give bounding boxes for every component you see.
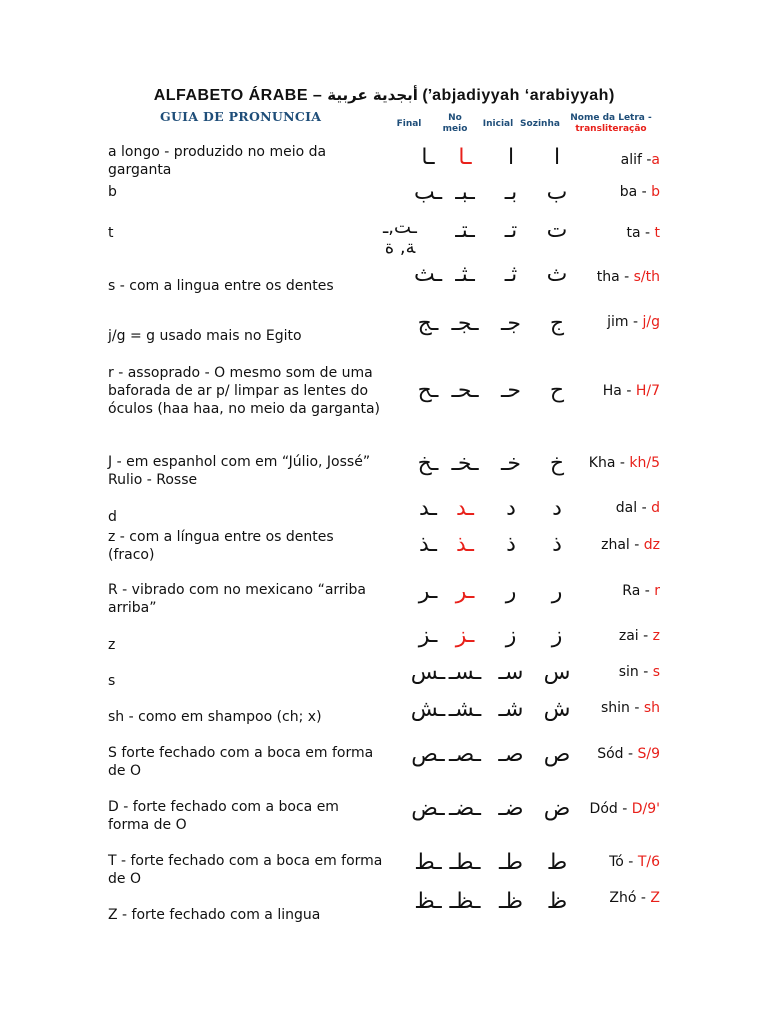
letter-form-isolated: ت — [546, 218, 568, 243]
letter-name — [560, 151, 660, 169]
letter-name-label: Dód - — [589, 801, 632, 817]
letter-name — [560, 454, 660, 472]
column-header-nome — [566, 113, 656, 135]
letter-form-medial: ـتـ — [455, 218, 475, 243]
transliteration: t — [654, 225, 660, 241]
transliteration: j/g — [642, 314, 660, 330]
letter-form-medial: ـذ — [456, 532, 474, 557]
letter-form-isolated: د — [552, 496, 562, 521]
letter-name — [560, 499, 660, 517]
pronunciation-text: sh - como em shampoo (ch; x) — [108, 709, 322, 725]
letter-form-initial: ر — [505, 579, 517, 604]
pronunciation-text: b — [108, 184, 117, 200]
letter-form-final: ـا — [421, 145, 435, 170]
transliteration: dz — [643, 537, 660, 553]
letter-form-isolated: ط — [546, 850, 568, 875]
pronunciation-text: s - com a lingua entre os dentes — [108, 278, 334, 294]
letter-form-isolated: س — [543, 660, 571, 685]
letter-form-isolated: ز — [551, 623, 563, 648]
letter-form-initial: طـ — [499, 850, 523, 875]
letter-name-label: Ra - — [622, 583, 655, 599]
pronunciation-text: S forte fechado com a boca em forma de O — [108, 745, 374, 779]
letter-form-isolated: ا — [553, 145, 561, 170]
pronunciation-text: J - em espanhol com em “Júlio, Jossé” Rulio - Rosse — [108, 454, 371, 488]
letter-form-medial: ـد — [456, 496, 474, 521]
column-header-sozinha: Sozinha — [520, 119, 560, 129]
letter-form-medial: ـثـ — [455, 262, 475, 287]
letter-name-label: zai - — [618, 628, 653, 644]
letter-form-medial: ـشـ — [448, 697, 482, 722]
letter-form-isolated: ر — [551, 579, 563, 604]
letter-form-initial: تـ — [504, 218, 518, 243]
letter-name-label: ta - — [626, 225, 655, 241]
letter-name — [560, 382, 660, 400]
letter-form-initial: ذ — [506, 532, 516, 557]
pronunciation-text: R - vibrado com no mexicano “arriba arriba” — [108, 582, 367, 616]
subtitle: GUIA DE PRONUNCIA — [160, 109, 322, 124]
column-header-inicial: Inicial — [482, 119, 514, 129]
letter-form-final: ـص — [411, 742, 445, 767]
letter-name-label: Kha - — [588, 455, 630, 471]
letter-form-isolated: ش — [543, 697, 571, 722]
letter-form-isolated: ص — [543, 742, 571, 767]
letter-form-medial: ـر — [455, 579, 475, 604]
letter-name — [560, 183, 660, 201]
letter-form-final: ـد — [419, 496, 437, 521]
letter-name — [560, 745, 660, 763]
letter-name — [560, 582, 660, 600]
letter-form-medial: ـضـ — [449, 796, 481, 821]
letter-form-medial: ـطـ — [449, 850, 481, 875]
letter-name-label: Ha - — [602, 383, 636, 399]
letter-name — [560, 268, 660, 286]
letter-form-isolated: خ — [549, 451, 565, 476]
letter-name — [560, 889, 660, 907]
letter-name-label: Sód - — [597, 746, 638, 762]
column-header-transliteration: transliteração — [575, 124, 647, 134]
pronunciation-text: r - assoprado - O mesmo som de uma baforada de ar p/ limpar as lentes do óculos (haa haa, no meio da garganta) — [108, 365, 381, 417]
letter-name-label: shin - — [600, 700, 644, 716]
letter-form-medial: ـصـ — [449, 742, 481, 767]
letter-name-label: tha - — [596, 269, 634, 285]
letter-form-initial: خـ — [500, 451, 522, 476]
letter-form-medial: ـخـ — [451, 451, 479, 476]
letter-form-isolated: ج — [549, 311, 565, 336]
letter-form-final: ـج — [417, 311, 439, 336]
letter-form-final: ـز — [418, 623, 438, 648]
column-header-nome-label: Nome da Letra - — [570, 113, 652, 123]
letter-name-label: sin - — [618, 664, 653, 680]
letter-form-medial: ـجـ — [451, 311, 479, 336]
page-title — [0, 86, 768, 105]
transliteration: a — [651, 152, 660, 168]
transliteration: d — [651, 500, 660, 516]
pronunciation-text: t — [108, 225, 114, 241]
letter-form-initial: ضـ — [498, 796, 524, 821]
letter-form-final: ـح — [417, 378, 439, 403]
letter-form-initial: صـ — [498, 742, 524, 767]
letter-name-label: alif - — [620, 152, 652, 168]
letter-form-final: ـذ — [419, 532, 437, 557]
pronunciation-text: a longo - produzido no meio da garganta — [108, 144, 327, 178]
transliteration: T/6 — [637, 854, 660, 870]
letter-name — [560, 224, 660, 242]
title-suffix: (’abjadiyyah ‘arabiyyah) — [417, 87, 615, 104]
letter-form-initial: جـ — [500, 311, 522, 336]
letter-form-initial: ز — [505, 623, 517, 648]
letter-form-initial: ثـ — [504, 262, 518, 287]
pronunciation-text: d — [108, 509, 117, 525]
letter-form-final: ـخ — [417, 451, 439, 476]
transliteration: D/9' — [631, 801, 660, 817]
transliteration: S/9 — [637, 746, 660, 762]
transliteration: z — [652, 628, 660, 644]
letter-form-isolated: ظ — [546, 889, 568, 914]
letter-name — [560, 663, 660, 681]
letter-form-isolated: ث — [546, 262, 568, 287]
letter-name-label: ba - — [619, 184, 652, 200]
letter-name — [560, 627, 660, 645]
letter-name — [560, 853, 660, 871]
transliteration: b — [651, 184, 660, 200]
letter-form-medial: ـز — [455, 623, 475, 648]
transliteration: Z — [650, 890, 660, 906]
column-header-final: Final — [396, 119, 422, 129]
transliteration: s — [652, 664, 660, 680]
pronunciation-text: j/g = g usado mais no Egito — [108, 328, 302, 344]
pronunciation-text: z — [108, 637, 116, 653]
pronunciation-text: Z - forte fechado com a lingua — [108, 907, 321, 923]
letter-form-medial: ـا — [458, 145, 472, 170]
pronunciation-text: z - com a língua entre os dentes (fraco) — [108, 529, 334, 563]
letter-form-final: ـش — [410, 697, 446, 722]
letter-form-medial: ـحـ — [451, 378, 479, 403]
transliteration: r — [654, 583, 660, 599]
letter-form-initial: شـ — [498, 697, 524, 722]
letter-name-label: Zhó - — [609, 890, 651, 906]
letter-name-label: dal - — [615, 500, 652, 516]
letter-form-initial: سـ — [498, 660, 524, 685]
letter-name — [560, 536, 660, 554]
letter-form-final: ـر — [418, 579, 438, 604]
letter-name-label: jim - — [607, 314, 643, 330]
transliteration: H/7 — [635, 383, 660, 399]
letter-form-initial: حـ — [500, 378, 522, 403]
pronunciation-text: T - forte fechado com a boca em forma de O — [108, 853, 383, 887]
letter-form-final: ـث — [413, 262, 443, 287]
letter-form-initial: ا — [507, 145, 515, 170]
letter-name — [560, 699, 660, 717]
letter-name-label: zhal - — [601, 537, 644, 553]
letter-name — [560, 800, 660, 818]
letter-form-isolated: ب — [546, 180, 568, 205]
letter-form-isolated: ح — [549, 378, 565, 403]
letter-form-initial: د — [506, 496, 516, 521]
letter-name-label: Tó - — [609, 854, 638, 870]
letter-name — [560, 313, 660, 331]
letter-form-initial: بـ — [504, 180, 518, 205]
letter-form-final: ـض — [411, 796, 445, 821]
column-header-meio: No meio — [442, 113, 468, 134]
letter-form-medial: ـظـ — [449, 889, 481, 914]
pronunciation-text: s — [108, 673, 116, 689]
title-arabic: أبجدية عربية — [327, 86, 418, 104]
letter-form-final: ـت,ـة, ة — [383, 217, 417, 258]
letter-form-initial: ظـ — [499, 889, 523, 914]
letter-form-medial: ـبـ — [455, 180, 475, 205]
pronunciation-text: D - forte fechado com a boca em forma de O — [108, 799, 339, 833]
title-prefix: ALFABETO ÁRABE – — [153, 87, 328, 104]
transliteration: sh — [643, 700, 660, 716]
letter-form-final: ـط — [414, 850, 442, 875]
letter-form-final: ـس — [410, 660, 446, 685]
letter-form-final: ـظ — [414, 889, 442, 914]
letter-form-isolated: ذ — [552, 532, 562, 557]
letter-form-final: ـب — [413, 180, 443, 205]
letter-form-isolated: ض — [543, 796, 571, 821]
transliteration: s/th — [633, 269, 660, 285]
transliteration: kh/5 — [629, 455, 660, 471]
letter-form-medial: ـسـ — [448, 660, 482, 685]
